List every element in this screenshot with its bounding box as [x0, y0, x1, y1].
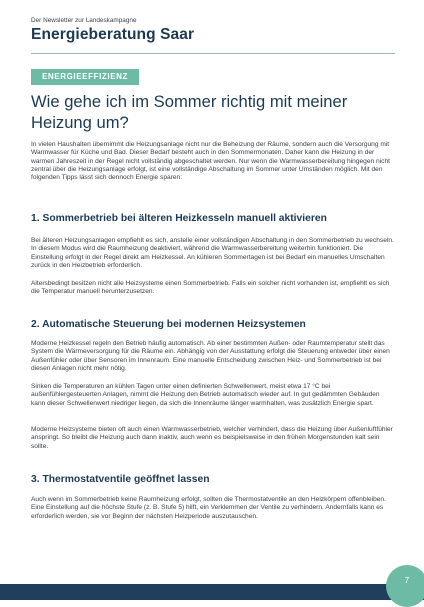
footer-bar [0, 584, 424, 600]
masthead [31, 17, 401, 44]
page-number: 7 [404, 576, 410, 585]
section-2-paragraph-3: Moderne Heizsysteme bieten oft auch einen Warmwasserbetrieb, welcher verhindert, dass die Heizung über Außenluftfühler anspringt. So bleibt die Heizung auch dann inaktiv, auch wenn es beispielsweise in den frühen Morgenstunden kalt sein sollte. [31, 426, 393, 450]
article-headline: Wie gehe ich im Sommer richtig mit meiner Heizung um? [31, 92, 348, 132]
section-1-paragraph-2: Altersbedingt besitzen nicht alle Heizsysteme einen Sommerbetrieb. Falls ein solcher nicht vorhanden ist, empfiehlt es sich die Temperatur manuell herunterzusetzen. [31, 280, 390, 296]
header-divider [31, 53, 395, 54]
section-2-heading: 2. Automatische Steuerung bei modernen Heizsystemen [31, 319, 306, 330]
category-tag: ENERGIEEFFIZIENZ [31, 69, 139, 85]
intro-paragraph: In vielen Haushalten übernimmt die Heizungsanlage nicht nur die Beheizung der Räume, sondern auch die Versorgung mit Warmwasser für Küche und Bad. Dieser Bedarf besteht auch in den Sommermonaten. Daher kann die Heizung in der warmen Jahreszeit in der Regel nicht vollständig abgeschaltet werden. Nur wenn die Warmwasserbereitung hingegen nicht zentral über die Heizungsanlage erfolgt, ist eine vollständige Abschaltung im Sommer unter Umständen möglich. Mit den folgenden Tipps lässt sich dennoch Energie sparen: [31, 141, 390, 182]
section-1-heading: 1. Sommerbetrieb bei älteren Heizkesseln manuell aktivieren [31, 213, 327, 224]
section-3-heading: 3. Thermostatventile geöffnet lassen [31, 474, 210, 485]
newsletter-title: Energieberatung Saar [31, 26, 195, 43]
newsletter-kicker: Der Newsletter zur Landeskampagne [31, 17, 137, 24]
section-2-paragraph-2: Sinken die Temperaturen an kühlen Tagen unter einen definierten Schwellenwert, meist etwa 17 °C bei außenfühlergesteuerten Anlagen, nimmt die Heizung den Betrieb automatisch wieder auf. In gut gedämmten Gebäuden kann dieser Schwellenwert niedriger liegen, da sich die Innenräume länger warmhalten, was zusätzlich Energie spart. [31, 383, 380, 407]
section-3-paragraph-1: Auch wenn im Sommerbetrieb keine Raumheizung erfolgt, sollten die Thermostatventile an den Heizkörpern offenbleiben. Eine Einstellung auf die höchste Stufe (z. B. Stufe 5) hilft, ein Verklemmen der Ventile zu verhindern. Andernfalls kann es erforderlich werden, sie vor Beginn der nächsten Heizperiode auszutauschen. [31, 496, 386, 520]
section-2-paragraph-1: Moderne Heizkessel regeln den Betrieb häufig automatisch. Ab einer bestimmten Außen- oder Raumtemperatur stellt das System die Wärmeversorgung für die Räume ein. Abhängig von der Ausstattung erfolgt die Steuerung entweder über einen Außenfühler oder über Sensoren im Innenraum. Eine manuelle Entscheidung zwischen Heiz- und Sommerbetrieb ist bei diesen Anlagen nicht mehr nötig. [31, 340, 390, 372]
section-1-paragraph-1: Bei älteren Heizungsanlagen empfiehlt es sich, anstelle einer vollständigen Abschaltung in den Sommerbetrieb zu wechseln. In diesem Modus wird die Raumheizung deaktiviert, während die Warmwasserbereitung weiterhin funktioniert. Die Einstellung erfolgt in der Regel direkt am Heizkessel. An kühleren Sommertagen ist bei Bedarf ein manuelles Umschalten zurück in den Heizbetrieb erforderlich. [31, 237, 394, 269]
